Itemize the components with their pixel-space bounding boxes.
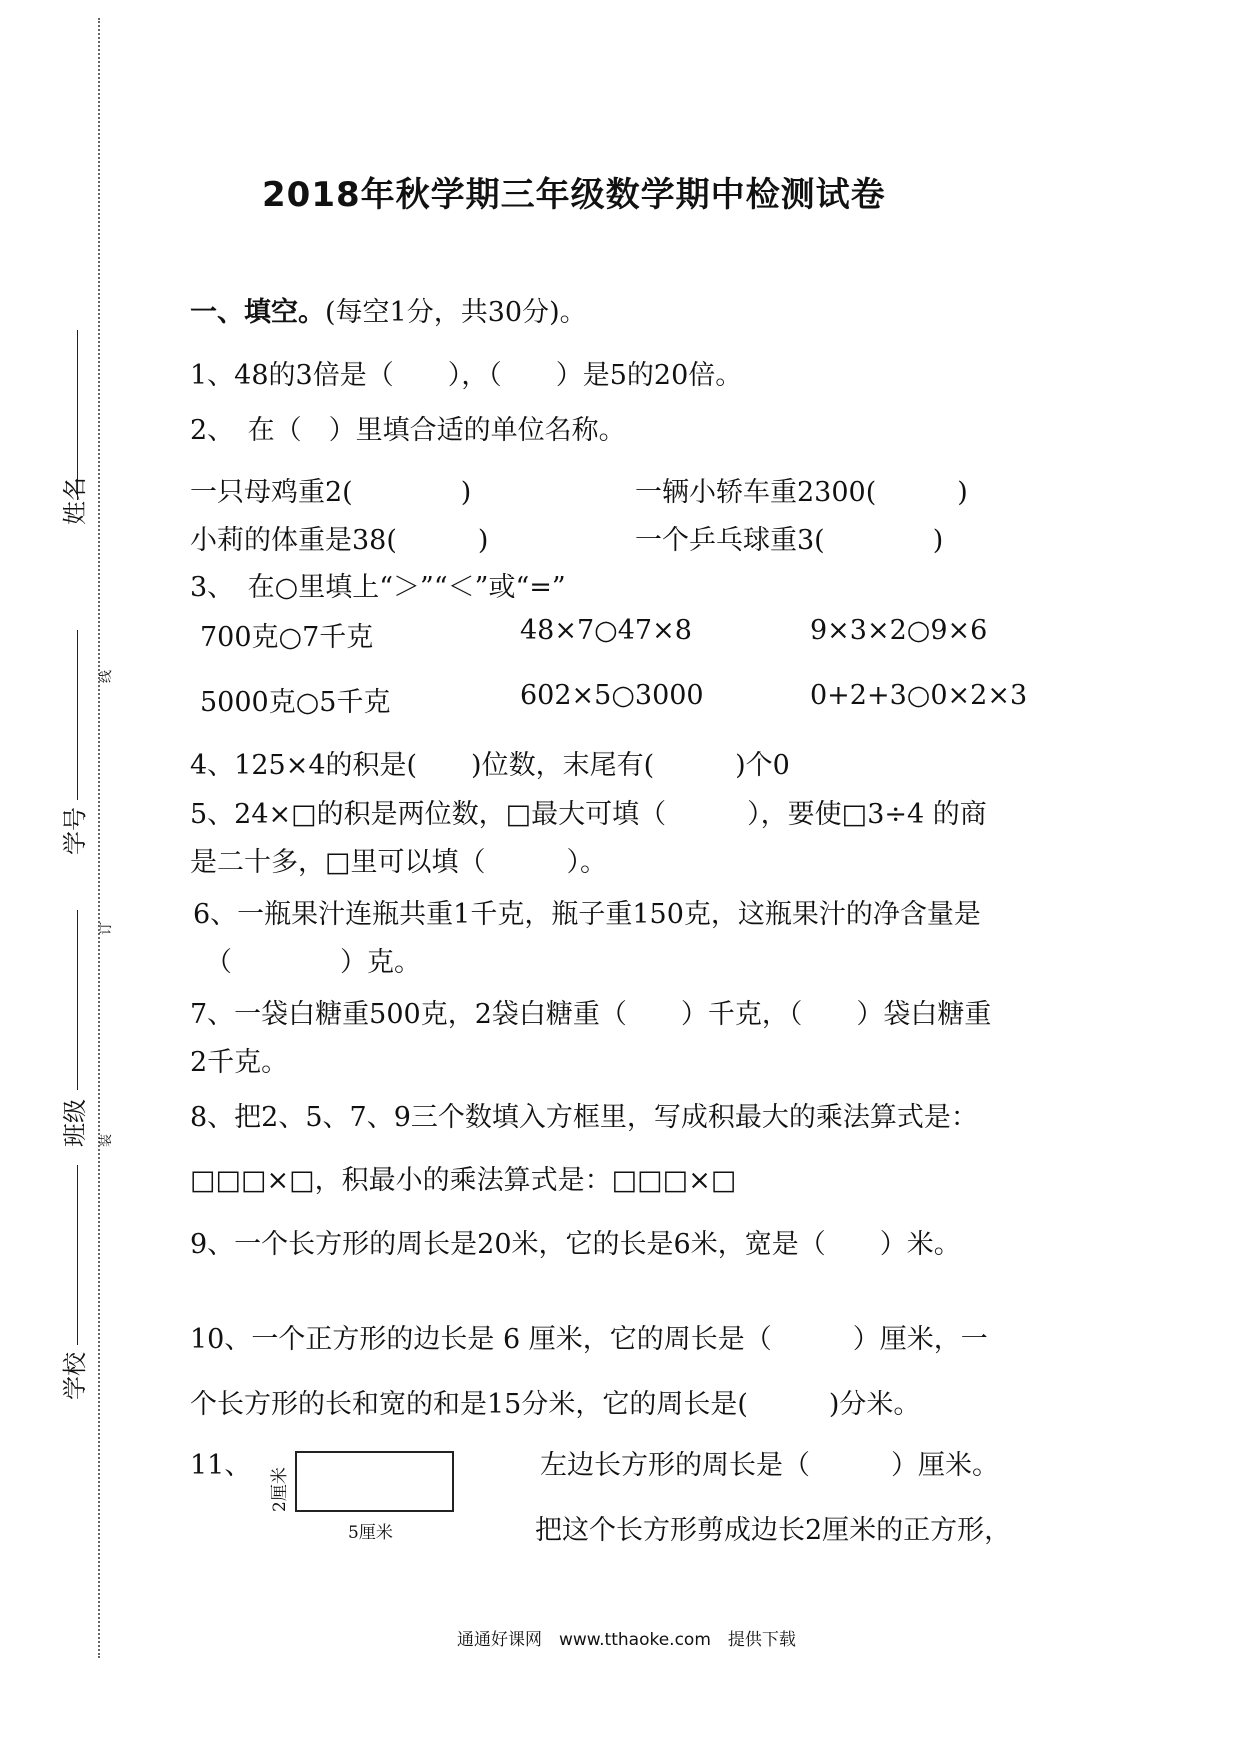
q3-compare-1: 700克○7千克 <box>200 622 374 653</box>
question-1: 1、48的3倍是（ ），（ ）是5的20倍。 <box>190 360 743 391</box>
question-10-line-1: 10、一个正方形的边长是 6 厘米，它的周长是（ ）厘米，一 <box>190 1324 988 1355</box>
question-6-line-1: 6、一瓶果汁连瓶共重1千克，瓶子重150克，这瓶果汁的净含量是 <box>193 899 981 930</box>
binding-mark-xian: 线 <box>99 669 114 683</box>
name-label: 姓名 <box>61 477 89 525</box>
binding-mark-ding: 订 <box>99 921 114 935</box>
page-title: 2018年秋学期三年级数学期中检测试卷 <box>262 175 886 215</box>
school-underline <box>77 1165 78 1345</box>
student-id-label: 学号 <box>61 807 89 855</box>
question-10-line-2: 个长方形的长和宽的和是15分米，它的周长是( )分米。 <box>190 1389 921 1420</box>
question-8-line-1: 8、把2、5、7、9三个数填入方框里，写成积最大的乘法算式是： <box>190 1102 978 1133</box>
question-4: 4、125×4的积是( )位数，末尾有( )个0 <box>190 750 790 781</box>
class-underline <box>77 910 78 1090</box>
question-3: 3、 在○里填上“＞”“＜”或“=” <box>190 572 566 603</box>
section-1-heading <box>190 290 587 329</box>
question-6-line-2: （ ）克。 <box>205 947 421 978</box>
q2-item-3: 小莉的体重是38( ) <box>190 525 489 556</box>
section-heading-text: 一、填空。 <box>190 297 325 328</box>
question-8-line-2: □□□×□，积最小的乘法算式是：□□□×□ <box>190 1165 737 1196</box>
name-underline <box>77 330 78 500</box>
question-2: 2、 在（ ）里填合适的单位名称。 <box>190 415 626 446</box>
question-7-line-1: 7、一袋白糖重500克，2袋白糖重（ ）千克，（ ）袋白糖重 <box>190 999 992 1030</box>
q3-compare-5: 602×5○3000 <box>520 680 704 711</box>
q2-item-2: 一辆小轿车重2300( ) <box>635 477 968 508</box>
binding-dotted-line <box>98 18 100 1658</box>
class-label: 班级 <box>61 1099 89 1147</box>
question-11-line-2: 把这个长方形剪成边长2厘米的正方形， <box>535 1515 1012 1546</box>
rectangle-width-label: 5厘米 <box>348 1523 393 1543</box>
question-9: 9、一个长方形的周长是20米，它的长是6米，宽是（ ）米。 <box>190 1229 961 1260</box>
student-id-underline <box>77 630 78 800</box>
question-7-line-2: 2千克。 <box>190 1047 289 1078</box>
question-5-line-1: 5、24×□的积是两位数，□最大可填（ ），要使□3÷4 的商 <box>190 799 987 830</box>
question-5-line-2: 是二十多，□里可以填（ ）。 <box>190 847 608 878</box>
binding-mark-zhuang: 装 <box>99 1133 114 1147</box>
q2-item-1: 一只母鸡重2( ) <box>190 477 472 508</box>
q3-compare-6: 0+2+3○0×2×3 <box>810 680 1028 711</box>
q3-compare-4: 5000克○5千克 <box>200 687 391 718</box>
question-11-number: 11、 <box>190 1450 252 1481</box>
question-11-line-1: 左边长方形的周长是（ ）厘米。 <box>540 1450 999 1481</box>
page-footer: 通通好课网 www.tthaoke.com 提供下载 <box>457 1630 796 1650</box>
rectangle-figure <box>295 1451 454 1512</box>
q3-compare-2: 48×7○47×8 <box>520 615 692 646</box>
school-label: 学校 <box>61 1352 89 1400</box>
rectangle-height-label: 2厘米 <box>270 1467 290 1512</box>
q3-compare-3: 9×3×2○9×6 <box>810 615 988 646</box>
q2-item-4: 一个乒乓球重3( ) <box>635 525 944 556</box>
section-score-note: (每空1分，共30分)。 <box>325 297 587 328</box>
